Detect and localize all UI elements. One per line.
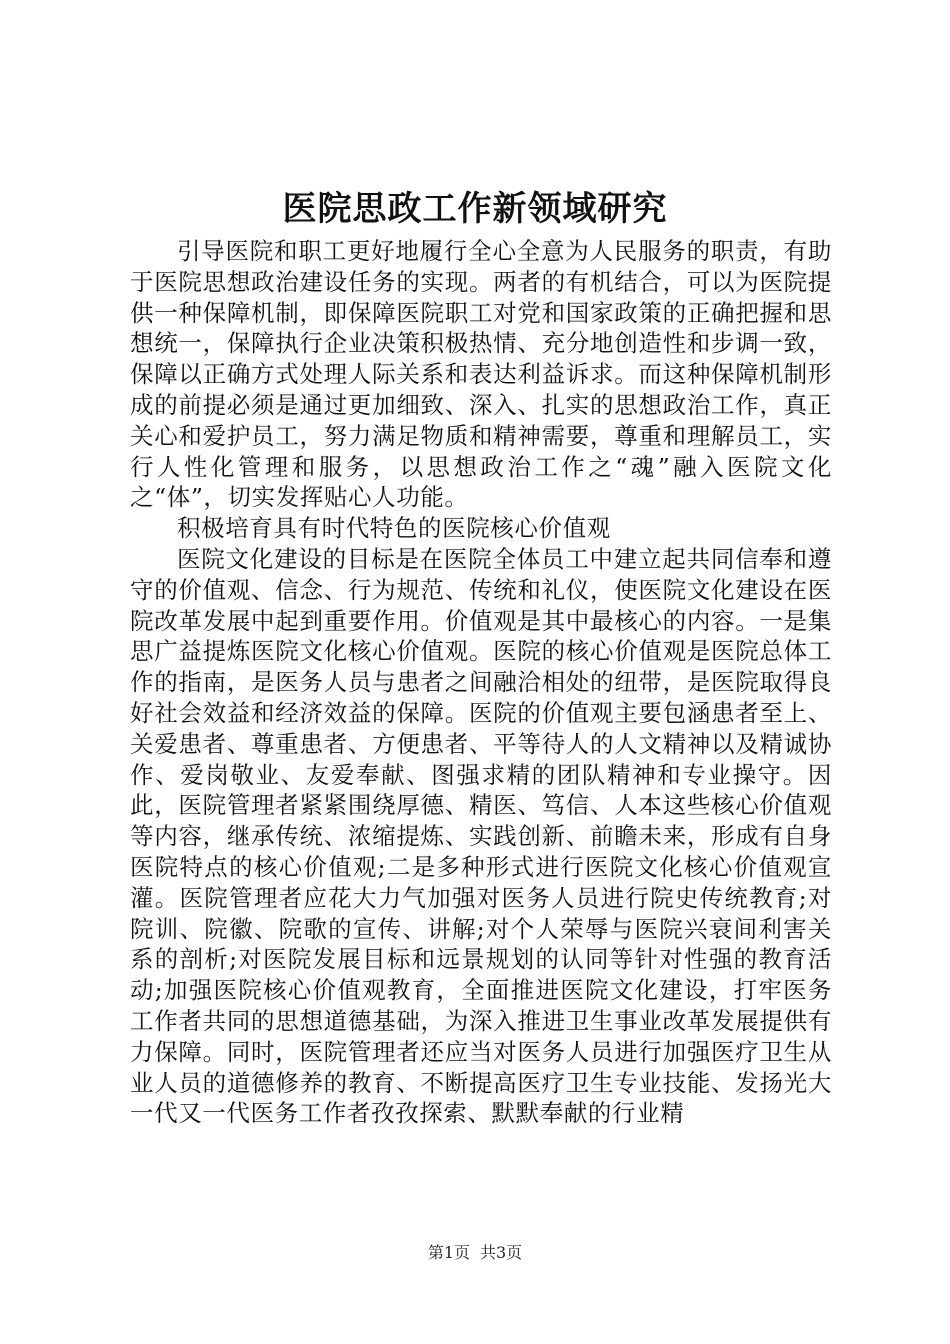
page-footer: [0, 1242, 950, 1264]
page-total: 共3页: [480, 1243, 523, 1262]
section-heading: 积极培育具有时代特色的医院核心价值观: [177, 514, 611, 543]
paragraph: 引导医院和职工更好地履行全心全意为人民服务的职责，有助于医院思想政治建设任务的实现。两者的有机结合，可以为医院提供一种保障机制，即保障医院职工对党和国家政策的正确把握和思想统一，保障执行企业决策积极热情、充分地创造性和步调一致，保障以正确方式处理人际关系和表达利益诉求。而这种保障机制形成的前提必须是通过更加细致、深入、扎实的思想政治工作，真正关心和爱护员工，努力满足物质和精神需要，尊重和理解员工，实行人性化管理和服务，以思想政治工作之“魂”融入医院文化之“体”，切实发挥贴心人功能。: [130, 237, 832, 512]
page-number: 第1页: [427, 1243, 470, 1262]
document-title: 医院思政工作新领域研究: [282, 189, 668, 229]
paragraph: 医院文化建设的目标是在医院全体员工中建立起共同信奉和遵守的价值观、信念、行为规范、传统和礼仪，使医院文化建设在医院改革发展中起到重要作用。价值观是其中最核心的内容。一是集思广益提炼医院文化核心价值观。医院的核心价值观是医院总体工作的指南，是医务人员与患者之间融洽相处的纽带，是医院取得良好社会效益和经济效益的保障。医院的价值观主要包涵患者至上、关爱患者、尊重患者、方便患者、平等待人的人文精神以及精诚协作、爱岗敬业、友爱奉献、图强求精的团队精神和专业操守。因此，医院管理者紧紧围绕厚德、精医、笃信、人本这些核心价值观等内容，继承传统、浓缩提炼、实践创新、前瞻未来，形成有自身医院特点的核心价值观;二是多种形式进行医院文化核心价值观宣灌。医院管理者应花大力气加强对医务人员进行院史传统教育;对院训、院徽、院歌的宣传、讲解;对个人荣辱与医院兴衰间利害关系的剖析;对医院发展目标和远景规划的认同等针对性强的教育活动;加强医院核心价值观教育，全面推进医院文化建设，打牢医务工作者共同的思想道德基础，为深入推进卫生事业改革发展提供有力保障。同时，医院管理者还应当对医务人员进行加强医疗卫生从业人员的道德修养的教育、不断提高医疗卫生专业技能、发扬光大一代又一代医务工作者孜孜探索、默默奉献的行业精: [130, 544, 832, 1128]
document-body: [130, 236, 832, 1129]
